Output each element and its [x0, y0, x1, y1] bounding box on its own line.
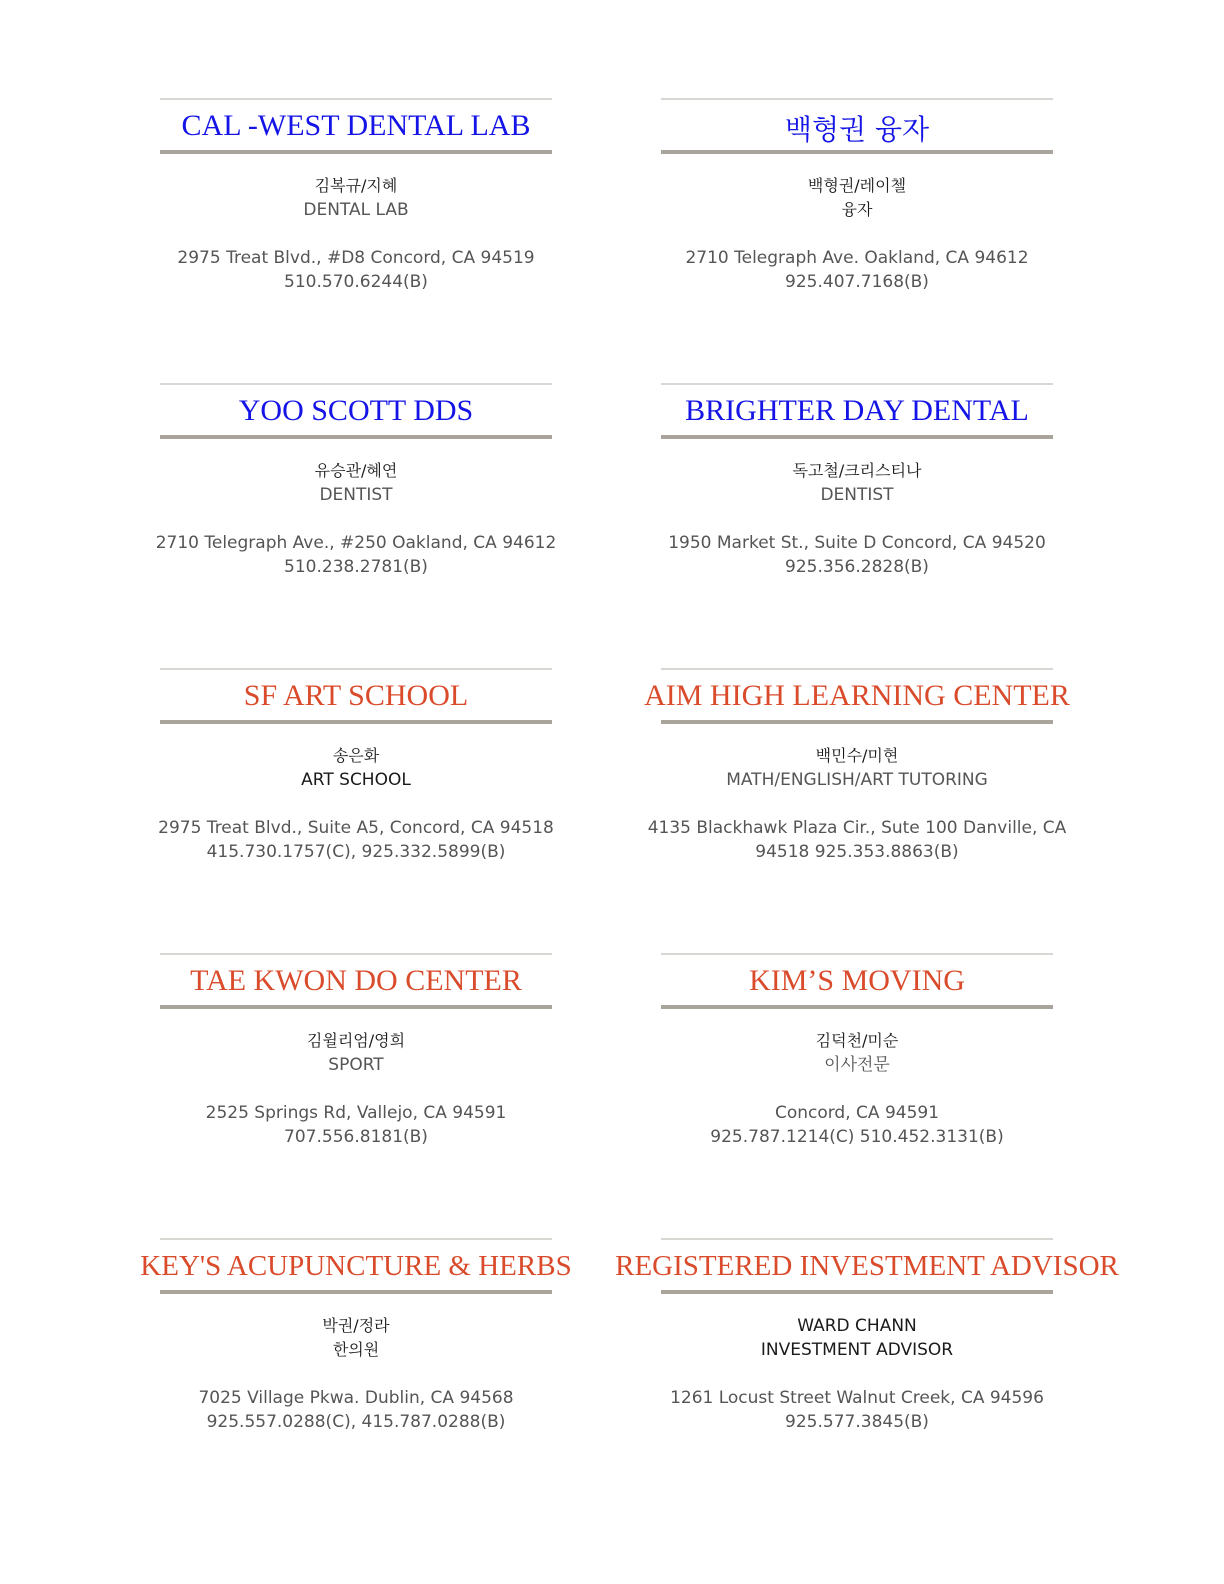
contact-names: 송은화: [332, 746, 380, 765]
listing-info: [130, 1314, 582, 1434]
business-category: INVESTMENT ADVISOR: [760, 1340, 954, 1360]
business-category: MATH/ENGLISH/ART TUTORING: [726, 770, 988, 790]
business-category: 이사전문: [824, 1055, 890, 1075]
listing-title: AIM HIGH LEARNING CENTER: [644, 679, 1070, 712]
business-phone: 925.577.3845(B): [785, 1412, 929, 1432]
business-address: 2525 Springs Rd, Vallejo, CA 94591: [205, 1103, 507, 1123]
top-divider: [661, 98, 1053, 100]
contact-names: 유승관/혜연: [314, 461, 398, 480]
listing-info: [631, 174, 1083, 294]
contact-names: 독고철/크리스티나: [792, 461, 922, 480]
business-address: 1261 Locust Street Walnut Creek, CA 94596: [670, 1388, 1044, 1408]
top-divider: [160, 383, 552, 385]
listing-title: KEY'S ACUPUNCTURE & HERBS: [140, 1250, 572, 1282]
business-phone: 925.557.0288(C), 415.787.0288(B): [206, 1412, 506, 1432]
listing-info: [631, 1314, 1083, 1434]
bottom-divider: [160, 150, 552, 154]
business-category: SPORT: [328, 1055, 384, 1075]
listing-title: SF ART SCHOOL: [243, 679, 469, 712]
top-divider: [661, 953, 1053, 955]
top-divider: [160, 668, 552, 670]
business-phone: 415.730.1757(C), 925.332.5899(B): [206, 842, 506, 862]
bottom-divider: [160, 720, 552, 724]
business-category: 융자: [841, 200, 873, 219]
business-address: 2975 Treat Blvd., Suite A5, Concord, CA 94518: [158, 818, 554, 838]
contact-names: WARD CHANN: [797, 1316, 917, 1336]
listing-title: BRIGHTER DAY DENTAL: [685, 394, 1029, 427]
top-divider: [661, 383, 1053, 385]
contact-names: 박권/정라: [322, 1316, 390, 1335]
contact-names: 김덕천/미순: [815, 1031, 899, 1050]
business-category: DENTAL LAB: [303, 200, 409, 220]
business-phone: 94518 925.353.8863(B): [755, 842, 959, 862]
business-phone: 707.556.8181(B): [284, 1127, 428, 1147]
listing-title: 백형권 융자: [784, 113, 930, 146]
business-address: 4135 Blackhawk Plaza Cir., Sute 100 Danville, CA: [647, 818, 1067, 838]
business-address: 2710 Telegraph Ave. Oakland, CA 94612: [685, 248, 1029, 268]
top-divider: [160, 1238, 552, 1240]
bottom-divider: [661, 435, 1053, 439]
listing-info: [130, 744, 582, 864]
business-address: Concord, CA 94591: [774, 1103, 940, 1123]
business-phone: 510.238.2781(B): [284, 557, 428, 577]
listing-info: [631, 1029, 1083, 1149]
listing-title: CAL -WEST DENTAL LAB: [181, 109, 531, 142]
top-divider: [160, 953, 552, 955]
listing-info: [631, 459, 1083, 579]
business-phone: 925.407.7168(B): [785, 272, 929, 292]
business-address: 7025 Village Pkwa. Dublin, CA 94568: [198, 1388, 514, 1408]
bottom-divider: [661, 150, 1053, 154]
listing-title: TAE KWON DO CENTER: [190, 964, 522, 997]
business-category: 한의원: [332, 1340, 380, 1359]
business-address: 2975 Treat Blvd., #D8 Concord, CA 94519: [177, 248, 535, 268]
bottom-divider: [160, 1005, 552, 1009]
business-address: 1950 Market St., Suite D Concord, CA 94520: [668, 533, 1046, 553]
business-phone: 925.356.2828(B): [785, 557, 929, 577]
listing-title: REGISTERED INVESTMENT ADVISOR: [615, 1250, 1119, 1282]
top-divider: [661, 1238, 1053, 1240]
listing-info: [130, 459, 582, 579]
contact-names: 백민수/미현: [815, 746, 899, 765]
contact-names: 백형권/레이첼: [807, 176, 907, 195]
listing-info: [130, 174, 582, 294]
business-phone: 510.570.6244(B): [284, 272, 428, 292]
listing-title: YOO SCOTT DDS: [238, 394, 474, 427]
top-divider: [160, 98, 552, 100]
listing-info: [130, 1029, 582, 1149]
bottom-divider: [661, 1290, 1053, 1294]
bottom-divider: [661, 1005, 1053, 1009]
listing-title: KIM’S MOVING: [749, 964, 965, 997]
business-phone: 925.787.1214(C) 510.452.3131(B): [710, 1127, 1004, 1147]
bottom-divider: [160, 435, 552, 439]
contact-names: 김윌리엄/영희: [306, 1031, 406, 1050]
business-category: DENTIST: [820, 485, 894, 505]
business-address: 2710 Telegraph Ave., #250 Oakland, CA 94612: [155, 533, 557, 553]
business-category: DENTIST: [319, 485, 393, 505]
bottom-divider: [661, 720, 1053, 724]
contact-names: 김복규/지혜: [314, 176, 398, 195]
top-divider: [661, 668, 1053, 670]
listing-info: [631, 744, 1083, 864]
business-category: ART SCHOOL: [301, 770, 411, 790]
bottom-divider: [160, 1290, 552, 1294]
